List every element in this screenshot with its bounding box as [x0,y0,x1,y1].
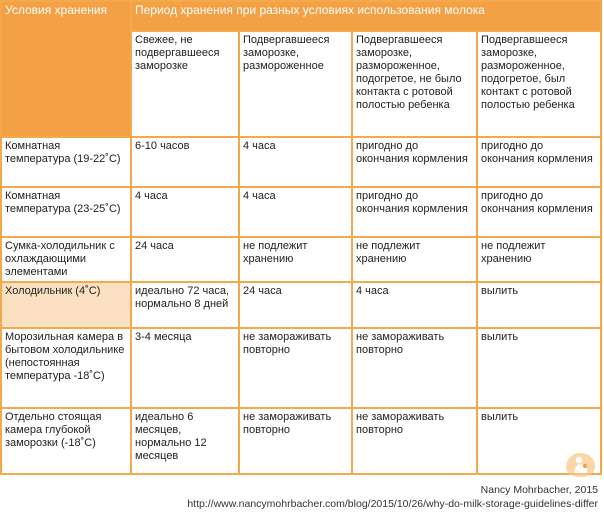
table-cell: 4 часа [352,282,477,328]
subheader-thawed: Подвергавшееся заморозке, размороженное [239,31,352,137]
table-row [1,282,601,328]
table-cell: пригодно до окончания кормления [352,137,477,187]
table-cell: не замораживать повторно [239,328,352,408]
table-cell: вылить [477,408,601,474]
table-cell: 3-4 месяца [131,328,239,408]
table-cell: вылить [477,282,601,328]
table-cell: пригодно до окончания кормления [477,187,601,237]
table-cell: не подлежит хранению [477,237,601,282]
row-condition: Комнатная температура (19-22˚С) [1,137,131,187]
table-cell: не подлежит хранению [352,237,477,282]
table-cell: вылить [477,328,601,408]
table-cell: не замораживать повторно [352,408,477,474]
subheader-warmed-contact: Подвергавшееся заморозке, размороженное, подогретое, был контакт с ротовой полостью ребенка [477,31,601,137]
table-cell: 24 часа [239,282,352,328]
table-header-row [1,1,601,31]
table-cell: 4 часа [239,137,352,187]
footer-url[interactable]: http://www.nancymohrbacher.com/blog/2015/10/26/why-do-milk-storage-guidelines-differ [187,498,598,510]
footer-author: Nancy Mohrbacher, 2015 [480,484,598,496]
table-row [1,137,601,187]
subheader-fresh: Свежее, не подвергавшееся заморозке [131,31,239,137]
row-condition: Отдельно стоящая камера глубокой заморозки (-18˚С) [1,408,131,474]
table-cell: пригодно до окончания кормления [477,137,601,187]
header-condition: Условия хранения [1,1,131,137]
table-cell: не подлежит хранению [239,237,352,282]
table-cell: пригодно до окончания кормления [352,187,477,237]
table-cell: идеально 6 месяцев, нормально 12 месяцев [131,408,239,474]
mother-child-logo-icon [562,446,600,480]
subheader-warmed-no-contact: Подвергавшееся заморозке, размороженное, подогретое, не было контакта с ротовой полостью ребенка [352,31,477,137]
row-condition: Комнатная температура (23-25˚С) [1,187,131,237]
table-cell: не замораживать повторно [352,328,477,408]
row-condition: Сумка-холодильник с охлаждающими элементами [1,237,131,282]
table-row [1,328,601,408]
table-row [1,408,601,474]
row-condition: Холодильник (4˚С) [1,282,131,328]
table-row [1,237,601,282]
table-cell: 24 часа [131,237,239,282]
row-condition: Морозильная камера в бытовом холодильнике (непостоянная температура -18˚С) [1,328,131,408]
table-cell: 6-10 часов [131,137,239,187]
table-cell: 4 часа [131,187,239,237]
header-period: Период хранения при разных условиях использования молока [131,1,601,31]
table-cell: 4 часа [239,187,352,237]
table-cell: не замораживать повторно [239,408,352,474]
table-row [1,187,601,237]
table-cell: идеально 72 часа, нормально 8 дней [131,282,239,328]
